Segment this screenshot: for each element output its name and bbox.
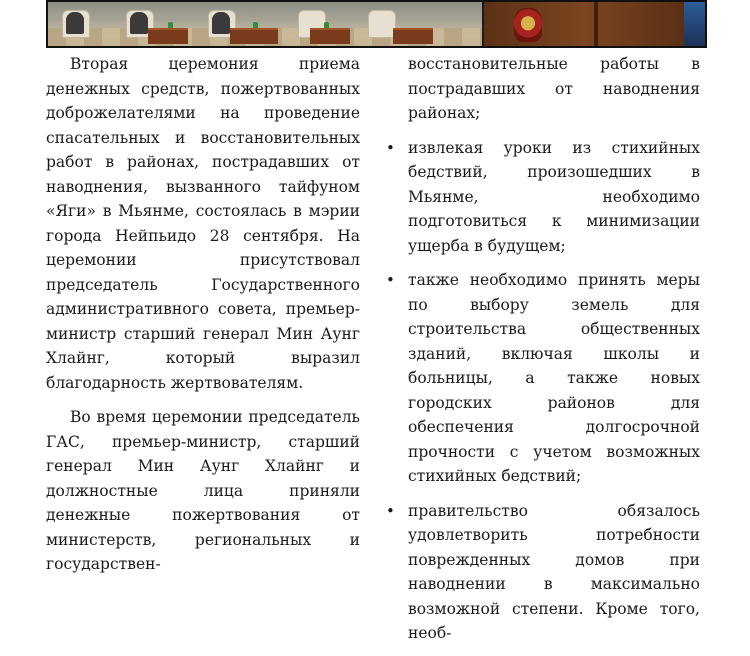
side-table [310, 28, 350, 44]
state-emblem-icon [514, 8, 542, 42]
list-item: • также необходимо принять меры по выбору земель для строительства общественных зданий, включая школы и больницы, а также новых городских районов для обеспечения долгосрочной прочности с учетом возможных стихийных бедствий; [384, 268, 700, 489]
right-column [384, 52, 700, 656]
wood-panel [594, 2, 598, 48]
podium-photo [484, 2, 684, 48]
attendee [212, 12, 230, 34]
attendee [130, 12, 148, 34]
bullet-list [384, 136, 700, 646]
side-table [393, 28, 433, 44]
paragraph: Во время церемонии председатель ГАС, премьер-министр, старший генерал Мин Аунг Хлайнг и должностные лица приняли денежные пожертвования от министерств, региональных и государствен- [46, 408, 360, 573]
side-table [148, 28, 188, 44]
left-column [46, 52, 360, 587]
list-item: • извлекая уроки из стихийных бедствий, произошедших в Мьянме, необходимо подготовиться к минимизации ущерба в будущем; [384, 136, 700, 259]
ceremony-hall-photo [48, 2, 482, 48]
paragraph: Вторая церемония приема денежных средств, пожертвованных доброжелателями на проведение спасательных и восстановительных работ в районах, пострадавших от наводнения, вызванного тайфуном «Яги» в Мьянме, состоялась в мэрии города Нейпьидо 28 сентября. На церемонии присутствовал председатель Государственного административного совета, премьер-министр старший генерал Мин Аунг Хлайнг, который выразил благодарность жертвователям. [46, 55, 360, 392]
armchair [368, 10, 396, 38]
attendee [66, 12, 84, 34]
list-item: • правительство обязалось удовлетворить потребности поврежденных домов при наводнении в максимально возможной степени. Кроме того, необ- [384, 499, 700, 646]
bullet-icon: • [386, 138, 395, 157]
header-photo-strip [46, 0, 707, 48]
photo-edge [684, 2, 707, 48]
continuation-text: восстановительные работы в пострадавших от наводнения районах; [408, 55, 700, 122]
bullet-icon: • [386, 501, 395, 520]
bullet-icon: • [386, 271, 395, 289]
side-table [230, 28, 278, 44]
